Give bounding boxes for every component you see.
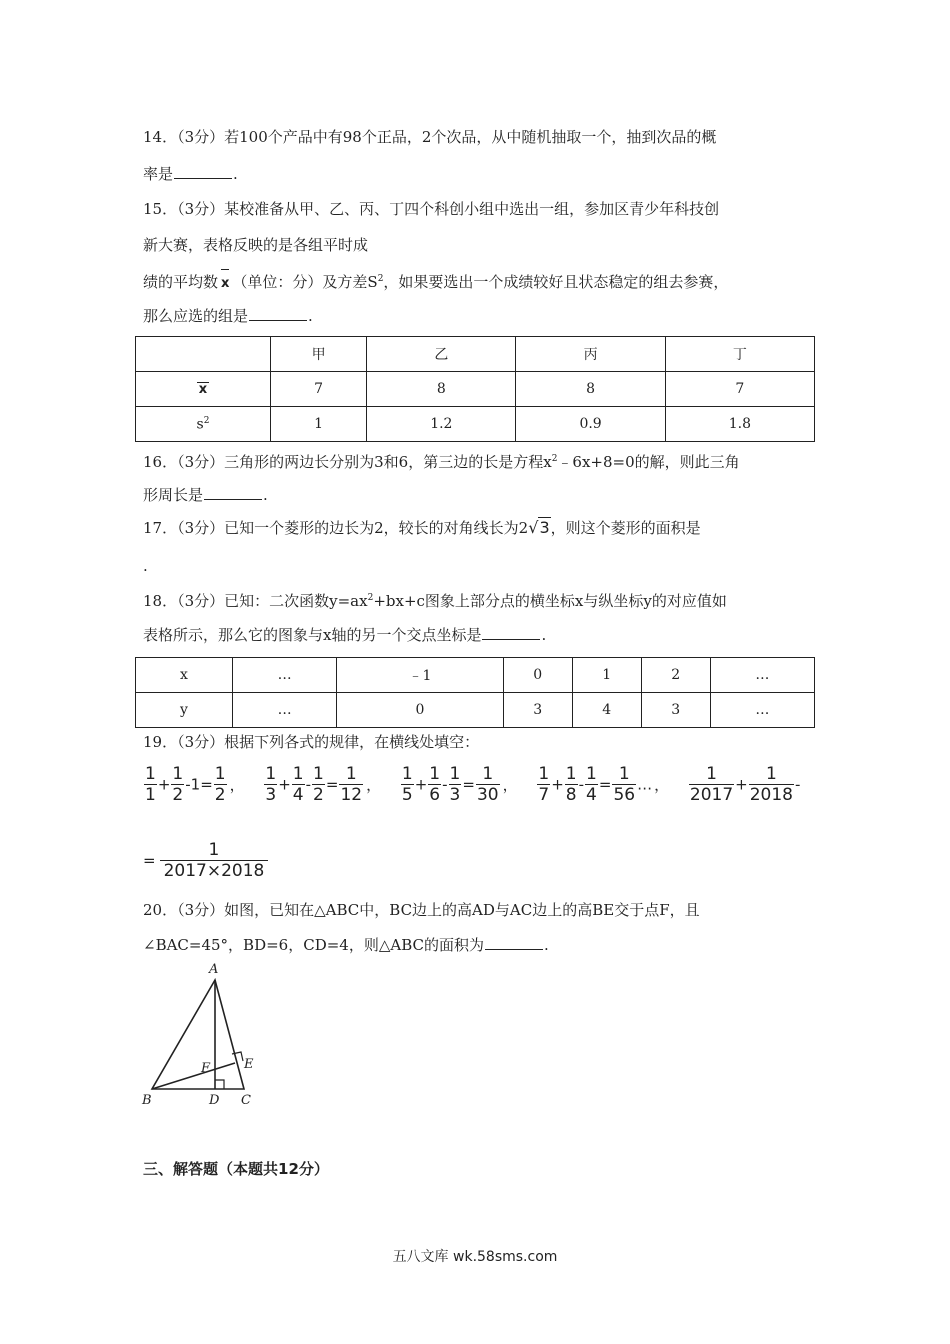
label-a: A: [209, 962, 219, 977]
denominator: 2: [313, 785, 324, 805]
numerator: 1: [565, 764, 577, 784]
variance-sup: 2: [203, 415, 210, 426]
fraction: [214, 764, 227, 805]
denominator: 2018: [749, 785, 793, 805]
table-cell: …: [233, 693, 337, 728]
numerator: 1: [313, 764, 324, 784]
table-cell: [136, 407, 271, 442]
table-row: [136, 337, 815, 372]
q14-line1: 14．（3分）若100个产品中有98个正品，2个次品，从中随机抽取一个，抽到次品的概: [143, 128, 717, 146]
numerator: 1: [449, 764, 461, 784]
answer-blank: [482, 625, 540, 640]
denominator: 1: [145, 785, 156, 805]
denominator: 5: [401, 785, 413, 805]
q15-line2: 新大赛，表格反映的是各组平时成: [143, 236, 369, 254]
denominator: 8: [565, 785, 577, 805]
denominator: 56: [613, 785, 636, 805]
table-cell: 0: [337, 693, 503, 728]
denominator: 7: [538, 785, 550, 805]
table-cell: 3: [503, 693, 572, 728]
numerator: 1: [345, 764, 357, 784]
table-header: 甲: [271, 337, 367, 372]
label-e: E: [244, 1057, 254, 1072]
table-cell: 1: [271, 407, 367, 442]
q16-line1-a: 16．（3分）三角形的两边长分别为3和6，第三边的长是方程x: [143, 453, 552, 471]
q15-line3-c: ，如果要选出一个成绩较好且状态稳定的组去参赛，: [383, 273, 729, 291]
q16-line2-text: 形周长是: [143, 486, 204, 504]
q16-line1: [143, 448, 740, 473]
sqrt-radicand: 3: [539, 518, 550, 537]
answer-blank: [174, 164, 232, 179]
table-cell: 8: [516, 372, 665, 407]
q19-equations: [143, 764, 800, 805]
triangle-figure: [138, 958, 268, 1108]
fraction: [585, 764, 598, 805]
numerator: 1: [172, 764, 184, 784]
table-cell: 8: [367, 372, 516, 407]
fraction: [339, 764, 363, 805]
operator: +: [414, 775, 428, 794]
fraction: [689, 764, 734, 805]
q19-result: [143, 840, 269, 881]
operator: -: [795, 775, 801, 794]
q18-line2-text: 表格所示，那么它的图象与x轴的另一个交点坐标是: [143, 626, 482, 644]
numerator: 1: [618, 764, 630, 784]
table-row: [136, 407, 815, 442]
table-row: [136, 658, 815, 693]
numerator: 1: [401, 764, 413, 784]
operator: +: [551, 775, 564, 794]
table-cell: 0: [503, 658, 572, 693]
table-cell: [136, 372, 271, 407]
q18-line1-b: +bx+c图象上部分点的横坐标x与纵坐标y的对应值如: [373, 592, 727, 610]
table-cell: ﹣1: [337, 658, 503, 693]
denominator: 6: [429, 785, 441, 805]
q18-table: [135, 657, 815, 728]
table-cell: 4: [572, 693, 641, 728]
q20-line2-end: .: [543, 936, 549, 954]
triangle-abc: [152, 980, 244, 1089]
table-cell: 3: [641, 693, 710, 728]
table-cell: y: [136, 693, 233, 728]
numerator: 1: [208, 840, 220, 860]
numerator: 1: [765, 764, 777, 784]
fraction: [428, 764, 441, 805]
fraction: [401, 764, 414, 805]
fraction: [537, 764, 550, 805]
numerator: 1: [265, 764, 277, 784]
denominator: 12: [340, 785, 363, 805]
mean-symbol: x: [198, 382, 208, 397]
label-d: D: [209, 1093, 220, 1108]
denominator: 2017×2018: [160, 860, 269, 881]
table-header: 丙: [516, 337, 665, 372]
operator: -1=: [185, 775, 213, 794]
table-row: [136, 372, 815, 407]
q14-line2-end: .: [233, 165, 238, 183]
right-angle-mark-d: [215, 1080, 224, 1089]
q15-line1: 15．（3分）某校准备从甲、乙、丙、丁四个科创小组中选出一组，参加区青少年科技创: [143, 200, 720, 218]
fraction: [612, 764, 636, 805]
q14-line2: [143, 163, 238, 185]
q15-table: [135, 336, 815, 442]
denominator: 3: [449, 785, 461, 805]
denominator: 4: [292, 785, 304, 805]
operator: +: [735, 775, 748, 794]
q15-line4-end: .: [308, 307, 313, 325]
operator: -: [305, 775, 312, 794]
numerator: 1: [586, 764, 597, 784]
denominator: 4: [586, 785, 597, 805]
fraction: [449, 764, 462, 805]
mean-symbol: x: [221, 273, 229, 295]
operator: =: [462, 775, 475, 794]
answer-blank: [485, 935, 543, 950]
q16-line1-b: ﹣6x+8=0的解，则此三角: [557, 453, 740, 471]
q20-line2: [143, 934, 549, 956]
table-cell: x: [136, 658, 233, 693]
q18-line2-end: .: [541, 626, 547, 644]
operator: =: [143, 851, 156, 870]
numerator: 1: [145, 764, 156, 784]
variance-symbol: s: [196, 416, 204, 433]
q15-line4-text: 那么应选的组是: [143, 307, 249, 325]
table-cell: 7: [665, 372, 814, 407]
denominator: 2: [172, 785, 184, 805]
fraction: [749, 764, 794, 805]
fraction: [312, 764, 325, 805]
table-cell: 7: [271, 372, 367, 407]
answer-blank: [249, 306, 307, 321]
denominator: 30: [476, 785, 499, 805]
table-header: 丁: [665, 337, 814, 372]
q15-line3-a: 绩的平均数: [143, 273, 219, 291]
q16-line2: [143, 484, 268, 506]
q15-line3-sup: 2: [377, 274, 384, 284]
numerator: 1: [429, 764, 441, 784]
denominator: 3: [265, 785, 277, 805]
fraction: [565, 764, 578, 805]
fraction: [160, 840, 269, 881]
q17-line1-a: 17．（3分）已知一个菱形的边长为2，较长的对角线长为2: [143, 519, 529, 537]
q19-line1: 19．（3分）根据下列各式的规律，在横线处填空：: [143, 733, 480, 751]
table-cell: 1: [572, 658, 641, 693]
q15-line3-b: （单位：分）及方差S: [232, 273, 378, 291]
label-b: B: [142, 1093, 152, 1108]
numerator: 1: [214, 764, 226, 784]
q20-line1: 20．（3分）如图，已知在△ABC中，BC边上的高AD与AC边上的高BE交于点F，且: [143, 901, 700, 919]
table-cell: 0.9: [516, 407, 665, 442]
ellipsis: …: [637, 775, 653, 794]
q18-line1-sup: 2: [367, 593, 374, 603]
denominator: 2017: [689, 785, 734, 805]
sqrt-expression: √3: [528, 518, 550, 537]
q17-line1-b: ，则这个菱形的面积是: [550, 519, 701, 537]
separator: ，: [502, 776, 518, 794]
numerator: 1: [482, 764, 494, 784]
q17-line2: .: [143, 557, 148, 575]
table-cell: [136, 337, 271, 372]
table-cell: 1.8: [665, 407, 814, 442]
table-cell: …: [233, 658, 337, 693]
label-c: C: [241, 1093, 251, 1108]
fraction: [171, 764, 184, 805]
right-angle-mark-e: [232, 1052, 243, 1061]
q14-line2-text: 率是: [143, 165, 174, 183]
section-heading: 三、解答题（本题共12分）: [143, 1160, 329, 1178]
numerator: 1: [292, 764, 304, 784]
fraction: [144, 764, 157, 805]
table-header: 乙: [367, 337, 516, 372]
page-footer: 五八文库 wk.58sms.com: [392, 1249, 558, 1265]
q18-line1: [143, 587, 727, 612]
operator: =: [325, 775, 339, 794]
numerator: 1: [706, 764, 717, 784]
q17-line1: [143, 517, 701, 539]
separator: ，: [366, 776, 382, 794]
table-cell: …: [710, 658, 814, 693]
fraction: [292, 764, 305, 805]
q15-line3: [143, 268, 728, 295]
operator: +: [278, 775, 291, 794]
table-row: [136, 693, 815, 728]
q16-line1-sup: 2: [551, 454, 558, 464]
denominator: 2: [214, 785, 226, 805]
operator: +: [157, 775, 171, 794]
q18-line1-a: 18．（3分）已知：二次函数y=ax: [143, 592, 368, 610]
separator: ，: [229, 776, 245, 794]
q18-line2: [143, 624, 546, 646]
table-cell: 2: [641, 658, 710, 693]
operator: =: [598, 775, 612, 794]
answer-blank: [204, 485, 262, 500]
q15-line4: [143, 305, 313, 327]
numerator: 1: [538, 764, 550, 784]
q16-line2-end: .: [263, 486, 268, 504]
separator: ，: [654, 776, 670, 794]
table-cell: …: [710, 693, 814, 728]
table-cell: 1.2: [367, 407, 516, 442]
operator: -: [442, 775, 448, 794]
operator: -: [578, 775, 585, 794]
label-f: F: [201, 1061, 211, 1076]
q20-line2-text: ∠BAC=45°，BD=6，CD=4，则△ABC的面积为: [143, 936, 484, 954]
fraction: [264, 764, 277, 805]
fraction: [476, 764, 500, 805]
